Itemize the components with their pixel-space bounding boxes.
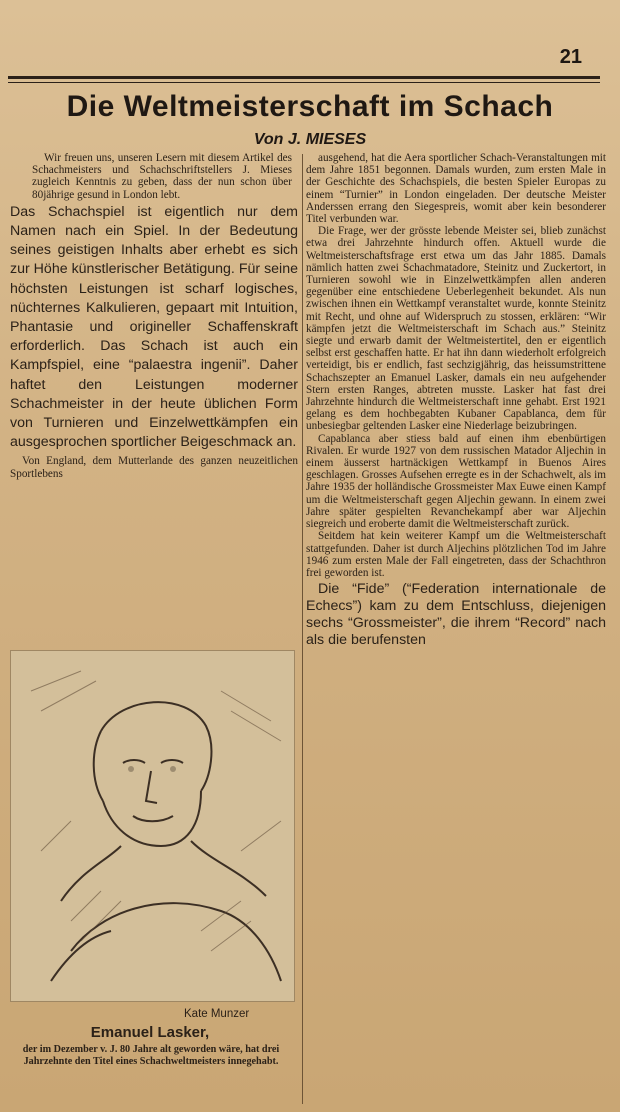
- right-paragraph-2: Die Frage, wer der grösste lebende Meister sei, blieb zunächst etwa drei Jahrzehnte hindurch offen. Aktuell wurde die Weltmeisterschaftsfrage erst etwa um das Jahr 1885. Damals nämlich hatten zwei Schachmatadore, Steinitz und Zuckertort, in Turnieren sowohl wie in Einzelwettkämpfen allen anderen gegenüber eine entschiedene Ueberlegenheit bekundet. Als nun zwischen ihnen ein Wettkampf veranstaltet wurde, konnte Steinitz mit Recht, und ohne auf Widerspruch zu stossen, erklären: “Wir kämpfen jetzt die Weltmeisterschaft im Schach aus.” Steinitz siegte und erwarb damit der Weltmeistertitel, den er eigentlich selbst erst geschaffen hatte. Er hat ihn dann wiederholt erfolgreich verteidigt, bis er endlich, fast sechzigjährig, das heissumstrittene Schachszepter an Emanuel Lasker, damals ein neu aufgehender Stern ersten Ranges, abtreten musste. Lasker hat fast drei Jahrzehnte hindurch die Weltmeisterschaft inne gehabt. Erst 1921 gelang es dem hochbegabten Kubaner Capablanca, dem für unbesiegbar geltenden Lasker eine Niederlage beizubringen.: [306, 225, 606, 433]
- caption-text: der im Dezember v. J. 80 Jahre alt geworden wäre, hat drei Jahrzehnte den Titel eines Schachweltmeisters innegehabt.: [22, 1044, 280, 1067]
- caption-name: Emanuel Lasker,: [90, 1024, 210, 1041]
- right-column: [306, 152, 606, 649]
- right-paragraph-3: Capablanca aber stiess bald auf einen ihm ebenbürtigen Rivalen. Er wurde 1927 von dem russischen Matador Aljechin in einem äusserst hartnäckigen Wettkampf in Buenos Aires geschlagen. Grosses Aufsehen erregte es in der Schachwelt, als im Jahre 1935 der holländische Grossmeister Max Euwe einen Kampf um die Weltmeisterschaft gegen Aljechin gewann. In einem zwei Jahre später gespielten Revanchekampf aber war Aljechin siegreich und eroberte damit die Weltmeisterschaft zurück.: [306, 432, 606, 531]
- england-paragraph: Von England, dem Mutterlande des ganzen neuzeitlichen Sportlebens: [10, 455, 298, 480]
- lead-paragraph: Das Schachspiel ist eigentlich nur dem Namen nach ein Spiel. In der Bedeutung seines geistigen Inhalts aber erhebt es sich zur Höhe künstlerischer Betätigung. Für seine höchsten Leistungen ist scharf logisches, nüchternes Kalkulieren, gepaart mit Intuition, Phantasie und origineller Schaffenskraft erforderlich. Das Schach ist auch ein Kampfspiel, eine “palaestra ingenii”. Daher haftet den Leistungen moderner Schachmeister in der heute üblichen Form von Turnieren und Einzelwettkämpfen ein ausgesprochen sportlicher Beigeschmack an.: [10, 203, 298, 451]
- left-column: [10, 152, 298, 480]
- header-rule-thin: [8, 82, 600, 83]
- portrait-sketch: [11, 651, 294, 1001]
- editor-intro: Wir freuen uns, unseren Lesern mit diesem Artikel des Schachmeisters und Schachschriftstellers J. Mieses zugleich Kenntnis zu geben, dass der nun schon über 80jährige gesund in London lebt.: [32, 152, 292, 201]
- right-paragraph-1: ausgehend, hat die Aera sportlicher Schach-Veranstaltungen mit dem Jahre 1851 begonnen. Damals wurden, zum ersten Male in der Geschichte des Schachspiels, die besten Spieler Europas zu einem “Turnier” in London eingeladen. Der deutsche Meister Anderssen errang den Siegespreis, womit aber kein besonderer Titel verbunden war.: [306, 152, 606, 226]
- article-byline: Von J. MIESES: [253, 131, 367, 148]
- lasker-portrait-illustration: [10, 650, 295, 1002]
- page-number: 21: [559, 46, 582, 68]
- header-rule: [8, 76, 600, 79]
- article-headline: Die Weltmeisterschaft im Schach: [66, 90, 554, 123]
- right-closing-paragraph: Die “Fide” (“Federation internationale de Echecs”) kam zu dem Entschluss, diejenigen sechs “Grossmeister”, die ihrem “Record” nach als die berufensten: [306, 581, 606, 649]
- right-paragraph-4: Seitdem hat kein weiterer Kampf um die Weltmeisterschaft stattgefunden. Daher ist durch Aljechins plötzlichen Tod im Jahre 1946 zum ersten Male der Fall eingetreten, dass der Schachthron frei geworden ist.: [306, 530, 606, 579]
- column-divider: [302, 154, 303, 1104]
- illustration-credit: Kate Munzer: [184, 1008, 250, 1020]
